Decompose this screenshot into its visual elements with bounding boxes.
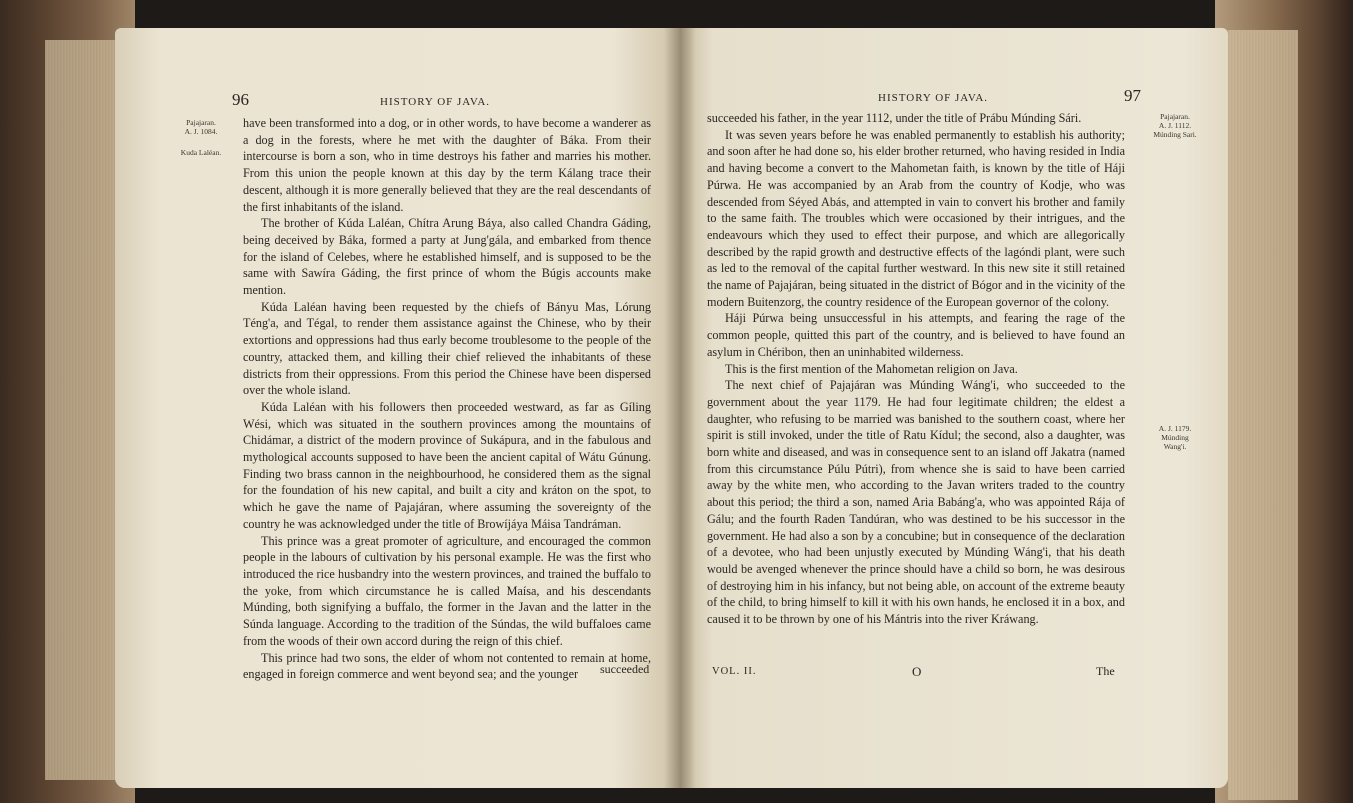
right-body-text — [707, 110, 1125, 628]
right-margin-note-munding-wangi — [1146, 424, 1204, 451]
page-edges-left — [45, 40, 120, 780]
paragraph: Háji Púrwa being unsuccessful in his attempts, and fearing the rage of the common people, quitted this part of the country, and is believed to have found an asylum in Chéribon, then an uninhabited wilderness. — [707, 311, 1125, 359]
paragraph: This prince was a great promoter of agriculture, and encouraged the common people in the labours of cultivation by his personal example. He was the first who introduced the rice husbandry into the western provinces, and trained the buffalo to the yoke, from which circumstance he is called Maísa, and his descendants Múnding, both signifying a buffalo, the former in the Javan and the latter in the Súnda language. According to the tradition of the Súndas, the wild buffaloes came from the woods of their own accord during the reign of this chief. — [243, 533, 651, 648]
paragraph: This is the first mention of the Mahometan religion on Java. — [725, 361, 1018, 376]
right-running-head: HISTORY OF JAVA. — [878, 92, 989, 104]
margin-note-line: A. J. 1084. — [184, 127, 218, 136]
paragraph: succeeded his father, in the year 1112, under the title of Prábu Múnding Sári. — [707, 111, 1082, 125]
paragraph: have been transformed into a dog, or in other words, to have become a wanderer as a dog in the forests, where he met with the daughter of Báka. From their intercourse is born a son, who in time destroys his father and marries his mother. From this union the people known at this day by the term Kálang trace their descent, although it is more generally believed that they are the real descendants of the first inhabitants of the island. — [243, 116, 651, 214]
left-catchword: succeeded — [600, 662, 650, 676]
left-running-head: HISTORY OF JAVA. — [380, 96, 491, 108]
margin-note-line: Wang'i. — [1163, 442, 1187, 451]
paragraph: It was seven years before he was enabled permanently to establish his authority; and soon after he had done so, his elder brother returned, who having resided in India and having become a convert to the Mahometan faith, is known by the title of Háji Púrwa. He was accompanied by an Arab from the country of Kodje, who was descended from Séyed Abás, and attempted in vain to convert his brother and family to the same faith. The troubles which were occasioned by their intrigues, and the endeavours which they used to effect their purpose, and which are allegorically described by the rapid growth and destructive effects of the lagóndi plant, were such as led to the removal of the capital further westward. In this new site it still retained the name of Pajajáran, being situated in the district of Bógor and in the vicinity of the modern Buitenzorg, the country residence of the European governor of the colony. — [707, 127, 1125, 309]
margin-note-line: Múnding Sari. — [1153, 130, 1197, 139]
right-signature-volume: VOL. II. — [712, 666, 757, 677]
margin-note-line: Pajajaran. — [1160, 112, 1190, 121]
paragraph: The brother of Kúda Laléan, Chítra Arung Báya, also called Chandra Gáding, being deceived by Báka, formed a party at Jung'gála, and embarked from thence for the island of Celebes, where he established himself, and is supposed to be the same with Sawíra Gáding, the first prince of whom the Búgis accounts make mention. — [243, 216, 651, 298]
margin-note-line: Pajajaran. — [186, 118, 216, 127]
margin-note-line: A. J. 1179. — [1158, 424, 1192, 433]
left-margin-note-kuda-lalean — [168, 148, 234, 157]
margin-note-line: A. J. 1112. — [1158, 121, 1192, 130]
right-margin-note-munding-sari — [1146, 112, 1204, 139]
right-signature-letter: O — [912, 664, 922, 679]
left-body-text — [243, 115, 651, 683]
paragraph: Kúda Laléan with his followers then proceeded westward, as far as Gíling Wési, which was situated in the southern provinces among the mountains of Chidámar, a district of the modern province of Sukápura, and in the fabulous and mythological accounts supposed to have been the ancient capital of Wátu Gúnung. Finding two brass cannon in the neighbourhood, he considered them as the signal for the foundation of his new capital, and built a city and kráton on the spot, to which he gave the name of Pajajáran, where assuming the sovereignty of the country he was acknowledged under the title of Browíjáya Máisa Tandráman. — [243, 399, 651, 531]
right-page-number: 97 — [1124, 86, 1141, 105]
margin-note-line: Kuda Laléan. — [180, 148, 222, 157]
margin-note-line: Múnding — [1161, 433, 1189, 442]
right-catchword: The — [1096, 664, 1115, 678]
book-gutter — [664, 28, 696, 788]
paragraph: This prince had two sons, the elder of whom not contented to remain at home, engaged in foreign commerce and went beyond sea; and the younger — [243, 650, 651, 682]
left-margin-note-pajajaran — [168, 118, 234, 136]
left-page-number: 96 — [232, 90, 249, 109]
paragraph: Kúda Laléan having been requested by the chiefs of Bányu Mas, Lórung Téng'a, and Tégal, to render them assistance against the Chinese, who by their extortions and oppressions had thus early become troublesome to the people of the country, attacked them, and killing their chief relieved the inhabitants of these districts from their oppressions. From this period the Chinese have been dispersed over the whole island. — [243, 299, 651, 398]
page-edges-right — [1228, 30, 1298, 800]
paragraph: The next chief of Pajajáran was Múnding Wáng'i, who succeeded to the government about the year 1179. He had four legitimate children; the eldest a daughter, who refusing to be married was banished to the southern coast, where her spirit is still invoked, under the title of Ratu Kídul; the second, also a daughter, was born white and diseased, and was in consequence sent to an island off Jakatra (named from this circumstance Púlu Pútri), from whence she is said to have been carried away by the white men, who according to the Javan writers traded to the country about this period; the third a son, named Aria Babáng'a, who was appointed Rája of Gálu; and the fourth Raden Tandúran, who was destined to be his successor in the government. He had also a son by a concubine; but in consequence of the declaration of a devotee, who had been unjustly executed by Múnding Wáng'i, that his death would be avenged whenever the prince should have a child so born, he was desirous of destroying him in his infancy, but not being able, on account of the extreme beauty of the child, to bring himself to kill it with his own hands, he enclosed it in a box, and caused it to be thrown by one of his Mántris into the river Kráwang. — [707, 378, 1125, 627]
